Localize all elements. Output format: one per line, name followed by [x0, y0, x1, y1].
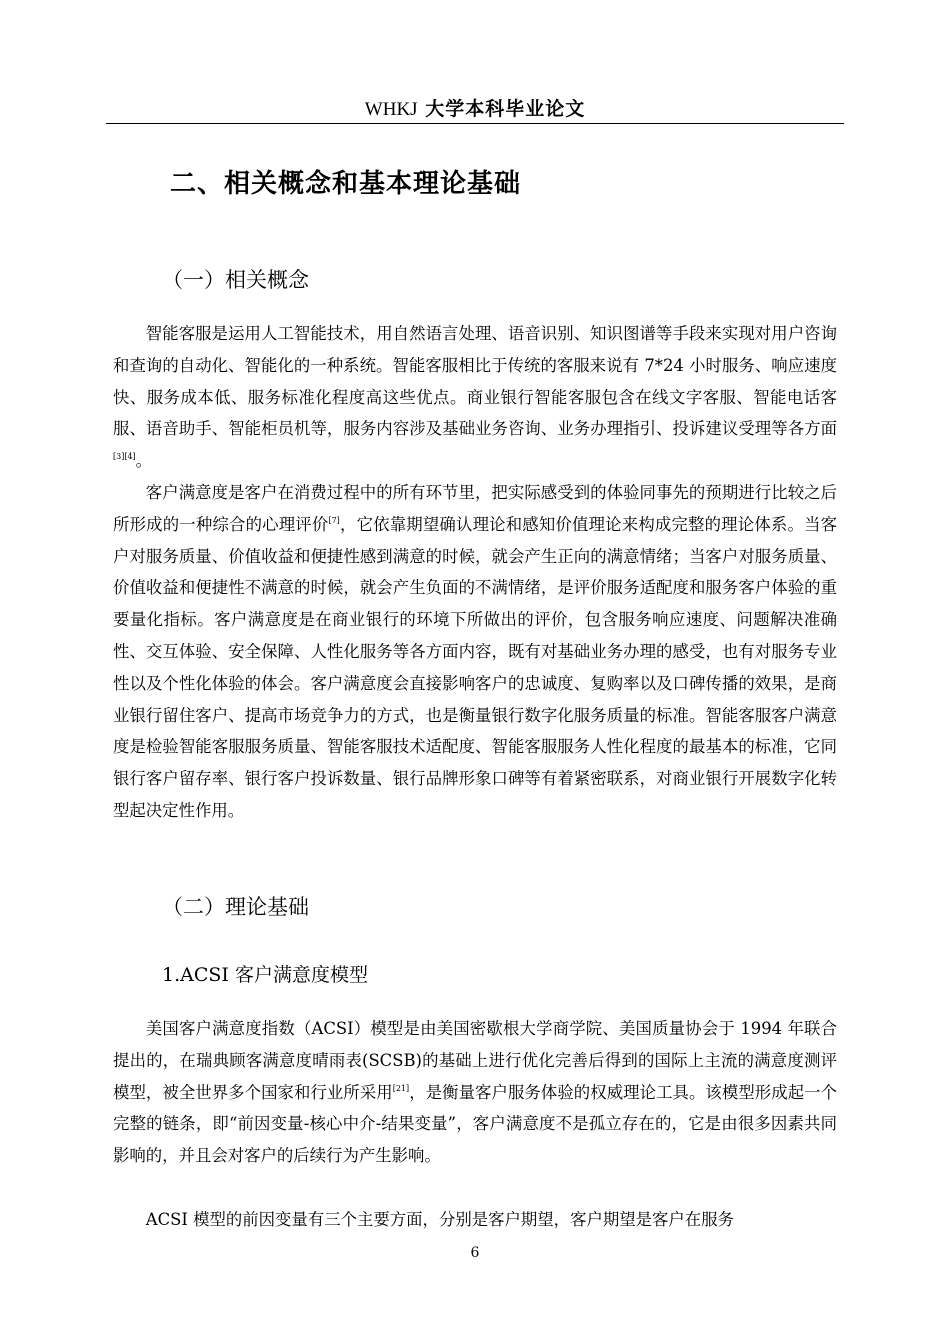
section-heading-theory: （二）理论基础: [162, 895, 309, 919]
paragraph-acsi-antecedents: [113, 1204, 837, 1236]
paragraph-text: ACSI 模型的前因变量有三个主要方面，分别是客户期望，客户期望是客户在服务: [145, 1210, 734, 1229]
page-number: 6: [470, 1245, 480, 1261]
header-rule: [106, 123, 844, 124]
paragraph-acsi-intro: [113, 1013, 837, 1172]
running-header: [106, 94, 844, 121]
citation: [21]: [392, 1083, 410, 1093]
paragraph-tail: 。: [135, 451, 153, 471]
paragraph-tail: ，是衡量客户服务体验的权威理论工具。该模型形成起一个完整的链条，即“前因变量-核心中介-结果变量”，客户满意度不是孤立存在的，它是由很多因素共同影响的，并且会对客户的后续行为产生影响。: [113, 1082, 838, 1166]
header-brand: WHKJ: [364, 99, 418, 120]
paragraph-satisfaction: [113, 477, 837, 827]
paragraph-text: 美国客户满意度指数（ACSI）模型是由美国密歇根大学商学院、美国质量协会于 1994 年联合提出的，在瑞典顾客满意度晴雨表(SCSB)的基础上进行优化完善后得到的国际上主流的满意度测评模型，被全世界多个国家和行业所采用: [113, 1019, 837, 1102]
header-title: 大学本科毕业论文: [417, 98, 586, 120]
paragraph-text: 客户满意度是客户在消费过程中的所有环节里，把实际感受到的体验同事先的预期进行比较之后所形成的一种综合的心理评价: [113, 483, 837, 534]
section-heading-concepts: （一）相关概念: [162, 268, 309, 292]
citation: [3][4]: [113, 452, 136, 462]
paragraph-text: 智能客服是运用人工智能技术，用自然语言处理、语音识别、知识图谱等手段来实现对用户咨询和查询的自动化、智能化的一种系统。智能客服相比于传统的客服来说有 7*24 小时服务、响应速度快、服务成本低、服务标准化程度高这些优点。商业银行智能客服包含在线文字客服、智能电话客服、语音助手、智能柜员机等，服务内容涉及基础业务咨询、业务办理指引、投诉建议受理等各方面: [113, 324, 837, 439]
subsection-heading-acsi: 1.ACSI 客户满意度模型: [162, 964, 368, 986]
citation: [7]: [328, 515, 340, 525]
paragraph-tail: ，它依靠期望确认理论和感知价值理论来构成完整的理论体系。当客户对服务质量、价值收益和便捷性感到满意的时候，就会产生正向的满意情绪；当客户对服务质量、价值收益和便捷性不满意的时候，就会产生负面的不满情绪，是评价服务适配度和服务客户体验的重要量化指标。客户满意度是在商业银行的环境下所做出的评价，包含服务响应速度、问题解决准确性、交互体验、安全保障、人性化服务等各方面内容，既有对基础业务办理的感受，也有对服务专业性以及个性化体验的体会。客户满意度会直接影响客户的忠诚度、复购率以及口碑传播的效果，是商业银行留住客户、提高市场竞争力的方式，也是衡量银行数字化服务质量的标准。智能客服客户满意度是检验智能客服服务质量、智能客服技术适配度、智能客服服务人性化程度的最基本的标准，它同银行客户留存率、银行客户投诉数量、银行品牌形象口碑等有着紧密联系，对商业银行开展数字化转型起决定性作用。: [113, 514, 838, 820]
chapter-title: 二、相关概念和基本理论基础: [170, 169, 522, 199]
paragraph-smart-service: [113, 318, 837, 477]
